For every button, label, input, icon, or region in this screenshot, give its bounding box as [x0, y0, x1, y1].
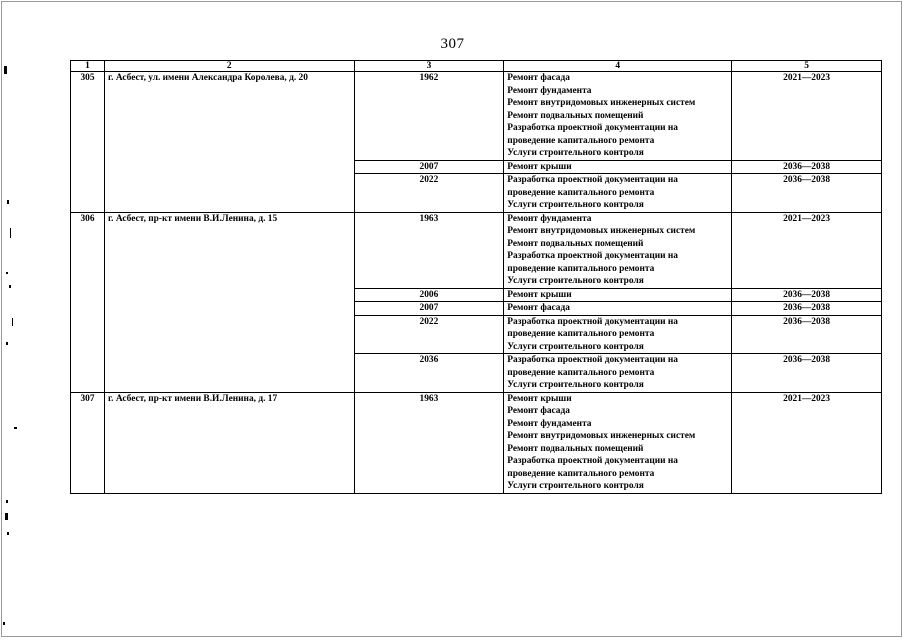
works-cell	[504, 315, 732, 354]
period-cell: 2021—2023	[732, 392, 882, 493]
work-item: Разработка проектной документации на	[507, 355, 678, 365]
work-item: Ремонт фундамента	[507, 85, 592, 96]
table-row	[71, 212, 882, 288]
work-item: Ремонт крыши	[507, 289, 572, 300]
year-cell: 1963	[354, 392, 504, 493]
scan-speck	[6, 272, 8, 274]
work-item: проведение капитального ремонта	[507, 135, 655, 146]
column-number: 1	[71, 61, 105, 72]
column-number: 3	[354, 61, 504, 72]
period-cell: 2036—2038	[732, 174, 882, 213]
work-item: Услуги строительного контроля	[507, 200, 644, 210]
work-item: проведение капитального ремонта	[507, 263, 655, 274]
building-address: г. Асбест, ул. имени Александра Королева, д. 20	[104, 72, 354, 213]
work-item: Ремонт фасада	[507, 73, 570, 83]
work-item: Ремонт внутридомовых инженерных систем	[507, 431, 696, 441]
work-item: Услуги строительного контроля	[507, 481, 644, 491]
year-cell: 1962	[354, 72, 504, 161]
work-item: Ремонт крыши	[507, 161, 572, 172]
page-number: 307	[440, 36, 465, 52]
works-cell	[504, 174, 732, 213]
period-cell: 2021—2023	[732, 212, 882, 288]
scan-speck	[14, 427, 17, 429]
work-item: Ремонт фундамента	[507, 213, 592, 224]
table-row	[71, 72, 882, 161]
column-number: 4	[504, 61, 732, 72]
register-table	[70, 60, 882, 494]
works-cell	[504, 72, 732, 161]
work-item: Ремонт внутридомовых инженерных систем	[507, 226, 696, 236]
work-item: Услуги строительного контроля	[507, 276, 644, 286]
scan-speck	[9, 285, 11, 288]
work-item: Ремонт подвальных помещений	[507, 443, 644, 454]
scan-speck	[12, 318, 13, 326]
row-number: 306	[71, 212, 105, 392]
work-item: Ремонт фундамента	[507, 418, 592, 429]
works-cell	[504, 288, 732, 302]
period-cell: 2036—2038	[732, 160, 882, 174]
work-item: проведение капитального ремонта	[507, 367, 655, 378]
period-cell: 2036—2038	[732, 288, 882, 302]
works-cell	[504, 160, 732, 174]
works-cell	[504, 212, 732, 288]
work-item: Услуги строительного контроля	[507, 148, 644, 158]
work-item: Ремонт подвальных помещений	[507, 110, 644, 121]
year-cell: 2036	[354, 354, 504, 393]
work-item: Ремонт фасада	[507, 406, 570, 416]
year-cell: 1963	[354, 212, 504, 288]
work-item: Разработка проектной документации на	[507, 175, 678, 185]
scan-speck	[6, 500, 8, 503]
table-row	[71, 392, 882, 493]
year-cell: 2006	[354, 288, 504, 302]
work-item: проведение капитального ремонта	[507, 468, 655, 479]
work-item: Разработка проектной документации на	[507, 123, 678, 133]
column-number: 5	[732, 61, 882, 72]
work-item: Разработка проектной документации на	[507, 251, 678, 261]
period-cell: 2036—2038	[732, 354, 882, 393]
works-cell	[504, 392, 732, 493]
scan-speck	[5, 513, 8, 520]
scan-speck	[3, 622, 5, 625]
period-cell: 2036—2038	[732, 302, 882, 316]
building-address: г. Асбест, пр-кт имени В.И.Ленина, д. 15	[104, 212, 354, 392]
work-item: Разработка проектной документации на	[507, 456, 678, 466]
work-item: Услуги строительного контроля	[507, 341, 644, 352]
period-cell: 2036—2038	[732, 315, 882, 354]
year-cell: 2022	[354, 174, 504, 213]
scan-speck	[7, 200, 9, 204]
work-item: проведение капитального ремонта	[507, 329, 655, 339]
scan-speck	[7, 532, 9, 535]
column-number: 2	[104, 61, 354, 72]
building-address: г. Асбест, пр-кт имени В.И.Ленина, д. 17	[104, 392, 354, 493]
work-item: Разработка проектной документации на	[507, 316, 678, 327]
year-cell: 2007	[354, 302, 504, 316]
scan-speck	[10, 228, 11, 238]
row-number: 307	[71, 392, 105, 493]
period-cell: 2021—2023	[732, 72, 882, 161]
work-item: Ремонт крыши	[507, 393, 572, 404]
work-item: Ремонт внутридомовых инженерных систем	[507, 98, 696, 108]
column-number-row	[71, 61, 882, 72]
year-cell: 2007	[354, 160, 504, 174]
works-cell	[504, 302, 732, 316]
row-number: 305	[71, 72, 105, 213]
scan-speck	[4, 66, 7, 74]
works-cell	[504, 354, 732, 393]
work-item: Ремонт подвальных помещений	[507, 238, 644, 249]
work-item: Ремонт фасада	[507, 303, 570, 313]
work-item: Услуги строительного контроля	[507, 380, 644, 390]
work-item: проведение капитального ремонта	[507, 187, 655, 198]
scan-speck	[6, 342, 8, 345]
year-cell: 2022	[354, 315, 504, 354]
